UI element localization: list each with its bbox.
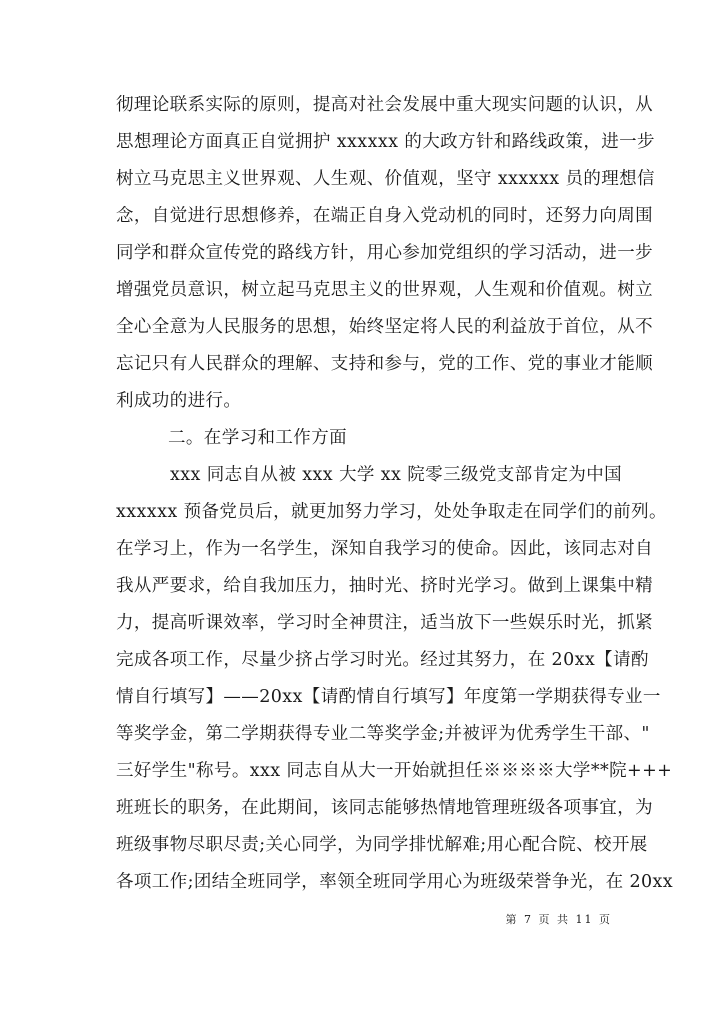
text-line: 树立马克思主义世界观、人生观、价值观，坚守 xxxxxx 员的理想信 <box>116 169 655 189</box>
text-line: 情自行填写】——20xx【请酌情自行填写】年度第一学期获得专业一 <box>116 687 661 707</box>
text-line: 彻理论联系实际的原则，提高对社会发展中重大现实问题的认识，从 <box>116 95 653 115</box>
text-line: 忘记只有人民群众的理解、支持和参与，党的工作、党的事业才能顺 <box>116 354 653 374</box>
text-line: 完成各项工作，尽量少挤占学习时光。经过其努力，在 20xx【请酌 <box>116 650 649 670</box>
page-number-footer: 第 7 页 共 11 页 <box>505 913 612 926</box>
text-line: 力，提高听课效率，学习时全神贯注，适当放下一些娱乐时光，抓紧 <box>116 613 653 633</box>
text-line: 班班长的职务，在此期间，该同志能够热情地管理班级各项事宜，为 <box>116 798 653 818</box>
text-line: 同学和群众宣传党的路线方针，用心参加党组织的学习活动，进一步 <box>116 243 653 263</box>
text-line: 全心全意为人民服务的思想，始终坚定将人民的利益放于首位，从不 <box>116 317 653 337</box>
text-line: 等奖学金，第二学期获得专业二等奖学金;并被评为优秀学生干部、" <box>116 724 650 744</box>
text-line: 班级事物尽职尽责;关心同学，为同学排忧解难;用心配合院、校开展 <box>116 835 648 855</box>
text-line: 利成功的进行。 <box>116 391 242 411</box>
text-line: 增强党员意识，树立起马克思主义的世界观，人生观和价值观。树立 <box>116 280 653 300</box>
text-line: 念，自觉进行思想修养，在端正自身入党动机的同时，还努力向周围 <box>116 206 653 226</box>
text-line: 思想理论方面真正自觉拥护 xxxxxx 的大政方针和路线政策，进一步 <box>116 132 655 152</box>
section-heading: 二。在学习和工作方面 <box>168 428 347 448</box>
text-line: 各项工作;团结全班同学，率领全班同学用心为班级荣誉争光，在 20xx <box>116 872 674 892</box>
text-line: 三好学生"称号。xxx 同志自从大一开始就担任※※※※大学**院+++ <box>116 761 673 781</box>
text-line: 我从严要求，给自我加压力，抽时光、挤时光学习。做到上课集中精 <box>116 576 653 596</box>
text-line: xxx 同志自从被 xxx 大学 xx 院零三级党支部肯定为中国 <box>170 465 623 485</box>
text-line: xxxxxx 预备党员后，就更加努力学习，处处争取走在同学们的前列。 <box>116 502 667 522</box>
text-line: 在学习上，作为一名学生，深知自我学习的使命。因此，该同志对自 <box>116 539 653 559</box>
